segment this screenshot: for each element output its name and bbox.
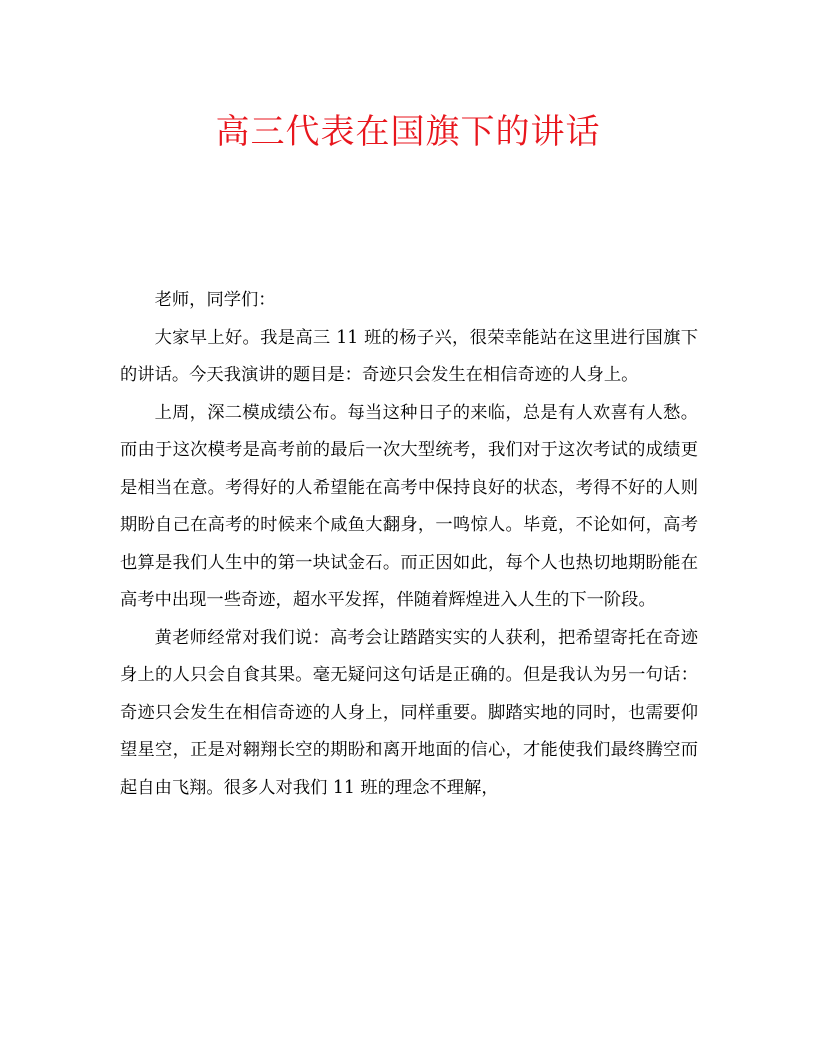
salutation-paragraph: 老师，同学们： xyxy=(154,290,276,310)
body-paragraph: 大家早上好。我是高三 11 班的杨子兴，很荣幸能站在这里进行国旗下的讲话。今天我演讲的题目是：奇迹只会发生在相信奇迹的人身上。 xyxy=(120,327,698,385)
body-paragraph: 上周，深二模成绩公布。每当这种日子的来临，总是有人欢喜有人愁。而由于这次模考是高考前的最后一次大型统考，我们对于这次考试的成绩更是相当在意。考得好的人希望能在高考中保持良好的状态，考得不好的人则期盼自己在高考的时候来个咸鱼大翻身，一鸣惊人。毕竟，不论如何，高考也算是我们人生中的第一块试金石。而正因如此，每个人也热切地期盼能在高考中出现一些奇迹，超水平发挥，伴随着辉煌进入人生的下一阶段。 xyxy=(120,402,698,610)
document-body xyxy=(120,282,698,807)
body-paragraph: 黄老师经常对我们说：高考会让踏踏实实的人获利，把希望寄托在奇迹身上的人只会自食其果。毫无疑问这句话是正确的。但是我认为另一句话：奇迹只会发生在相信奇迹的人身上，同样重要。脚踏实地的同时，也需要仰望星空，正是对翱翔长空的期盼和离开地面的信心，才能使我们最终腾空而起自由飞翔。很多人对我们 11 班的理念不理解， xyxy=(120,627,698,798)
document-title: 高三代表在国旗下的讲话 xyxy=(215,112,601,152)
